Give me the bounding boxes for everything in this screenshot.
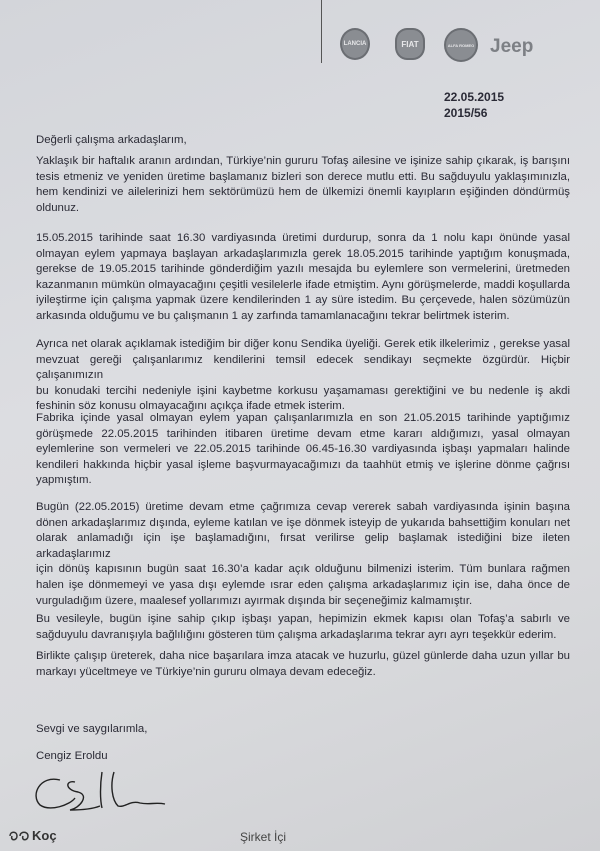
- paragraph-line: tesis etmeniz ve yeniden üretime başlamanız bizleri son derece mutlu etti. Bu sağduyulu yaklaşımınızla,: [36, 170, 570, 183]
- paragraph-line: kendileri hakkında hiçbir yasal işleme başvurmayacağımızı da taahhüt etmiş ve işlerine dönme çağrısı: [36, 458, 570, 471]
- alfa-romeo-logo-text: ALFA ROMEO: [447, 42, 475, 48]
- paragraph-line: sağduyulu davranışıyla bağlılığını gösteren tüm çalışma arkadaşlarıma tekrar ayrı ayrı teşekkür ederim.: [36, 628, 557, 641]
- paragraph-line: markayı yüceltmeye ve Türkiye’nin gururu olmaya devam edeceğiz.: [36, 665, 376, 678]
- classification-label: Şirket İçi: [240, 830, 287, 844]
- letter-date: 22.05.2015: [444, 90, 505, 104]
- paragraph-line: olarak anlamadığı için işe başlamadığını, fırsat verilirse gelip başlamak istediğini bize ileten arkadaşlarımız: [36, 532, 570, 560]
- alfa-romeo-logo: [444, 28, 478, 62]
- greeting: Değerli çalışma arkadaşlarım,: [36, 134, 187, 146]
- paragraph-line: feshinin söz konusu olmayacağını açıkça ifade etmek isterim.: [36, 400, 345, 413]
- paragraph-line: Ayrıca net olarak açıklamak istediğim bir diğer konu Sendika üyeliği. Gerek etik ilkelerimiz , gerekse yasal: [36, 338, 570, 350]
- paragraph-line: arkasında olduğumu ve bu çalışmanın 1 ay zarfında tamamlanacağını tekrar belirtmek isterim.: [36, 309, 510, 322]
- paragraph-line: eylemlerine son vermeleri ve 22.05.2015 tarihinde 06.45-16.30 vardiyasında işbaşı yapmaları halinde: [36, 443, 570, 456]
- paragraph-line: bu konudaki tercihi nedeniyle işini kaybetme korkusu yaşamaması gerektiğini ve bu nedenle iş akdi: [36, 384, 570, 397]
- signatory-name: Cengiz Eroldu: [36, 750, 108, 762]
- jeep-logo: Jeep: [490, 36, 534, 57]
- fiat-logo: [395, 28, 425, 60]
- letter-paragraph: [36, 411, 570, 489]
- koc-emblem-icon: [8, 830, 30, 842]
- paragraph-line: Bugün (22.05.2015) üretime devam etme çağrımıza cevap vererek sabah vardiyasında işinin başına: [36, 501, 570, 513]
- paragraph-line: vurguladığım üzere, maalesef yollarımızı ayırmak dışında bir seçeneğimiz kalmamıştır.: [36, 594, 473, 607]
- paragraph-line: Yaklaşık bir haftalık aranın ardından, Türkiye’nin gururu Tofaş ailesine ve işinize sahip çıkarak, iş barışını: [36, 155, 570, 167]
- signature: [30, 770, 200, 815]
- paragraph-line: görüşmede 22.05.2015 tarihinden itibaren üretime devam etme kararı aldığımızı, yasal olmayan: [36, 427, 570, 440]
- letter-paragraph: [36, 612, 570, 643]
- letter-paragraph: [36, 231, 570, 325]
- koc-logo: [8, 828, 57, 843]
- paragraph-line: kazanmanın mümkün olmayacağını çeşitli vesilelerle ifade etmiştim. Aynı görüşmelerde, maddi koşullarda: [36, 278, 570, 291]
- koc-logo-text: Koç: [32, 828, 57, 843]
- paragraph-line: olmayan eylem yapmaya başlayan arkadaşlarımızla gerek 18.05.2015 tarihinde yaptığım konuşmada,: [36, 247, 570, 260]
- fiat-logo-text: FIAT: [401, 39, 419, 49]
- paragraph-line: Birlikte çalışıp üreterek, daha nice başarılara imza atacak ve huzurlu, güzel günlerde daha uzun yıllar bu: [36, 650, 570, 662]
- closing: Sevgi ve saygılarımla,: [36, 723, 148, 735]
- paragraph-line: hem kendinizi ve ailelerinizi hem sektörümüzü hem de ülkemizi önemli kayıpların eşiğinden döndürmüş: [36, 186, 570, 199]
- paragraph-line: mevzuat gereği çalışanlarımız kendilerini temsil edecek sendikayı seçmekte özgürdür. Hiçbir çalışanımızın: [36, 353, 570, 382]
- letter-paragraph: [36, 500, 570, 609]
- lancia-logo: [340, 28, 370, 60]
- letter-paragraph: [36, 337, 570, 415]
- paragraph-line: dönen arkadaşlarımız dışında, eyleme katılan ve işe dönmek isteyip de yukarıda bahsettiğim konuları net: [36, 516, 570, 529]
- paragraph-line: Fabrika içinde yasal olmayan eylem yapan çalışanlarımızla en son 21.05.2015 tarihinde yaptığımız: [36, 412, 570, 424]
- paragraph-line: iyileştirme için çalışma yapmak üzere kendilerinden 1 ay süre istedim. Bu çerçevede, halen sözümüzün: [36, 294, 570, 307]
- paragraph-line: halen işe dönmemeyi ve yasa dışı eylemde ısrar eden çalışma arkadaşlarımız için ise, daha önce de: [36, 578, 570, 591]
- letter-reference: 2015/56: [444, 106, 488, 120]
- letter-paragraph: [36, 154, 570, 216]
- paragraph-line: yapmıştım.: [36, 474, 92, 487]
- paragraph-line: gerekse de 19.05.2015 tarihinde gönderdiğim yazılı mesajda bu eylemlere son vermelerini, üretmeden: [36, 263, 570, 276]
- paragraph-line: için dönüş kapısının bugün saat 16.30’a kadar açık olduğunu bilmenizi isterim. Tüm bunlara rağmen: [36, 563, 570, 576]
- paragraph-line: Bu vesileyle, bugün işine sahip çıkıp işbaşı yapan, hepimizin ekmek kapısı olan Tofaş’a sabırlı ve: [36, 613, 570, 625]
- letter-paragraph: [36, 649, 570, 680]
- paragraph-line: 15.05.2015 tarihinde saat 16.30 vardiyasında üretimi durdurup, sonra da 1 nolu kapı önünde yasal: [36, 232, 570, 244]
- lancia-logo-text: LANCIA: [343, 41, 367, 47]
- header-divider: [321, 0, 322, 63]
- paragraph-line: oldunuz.: [36, 201, 80, 214]
